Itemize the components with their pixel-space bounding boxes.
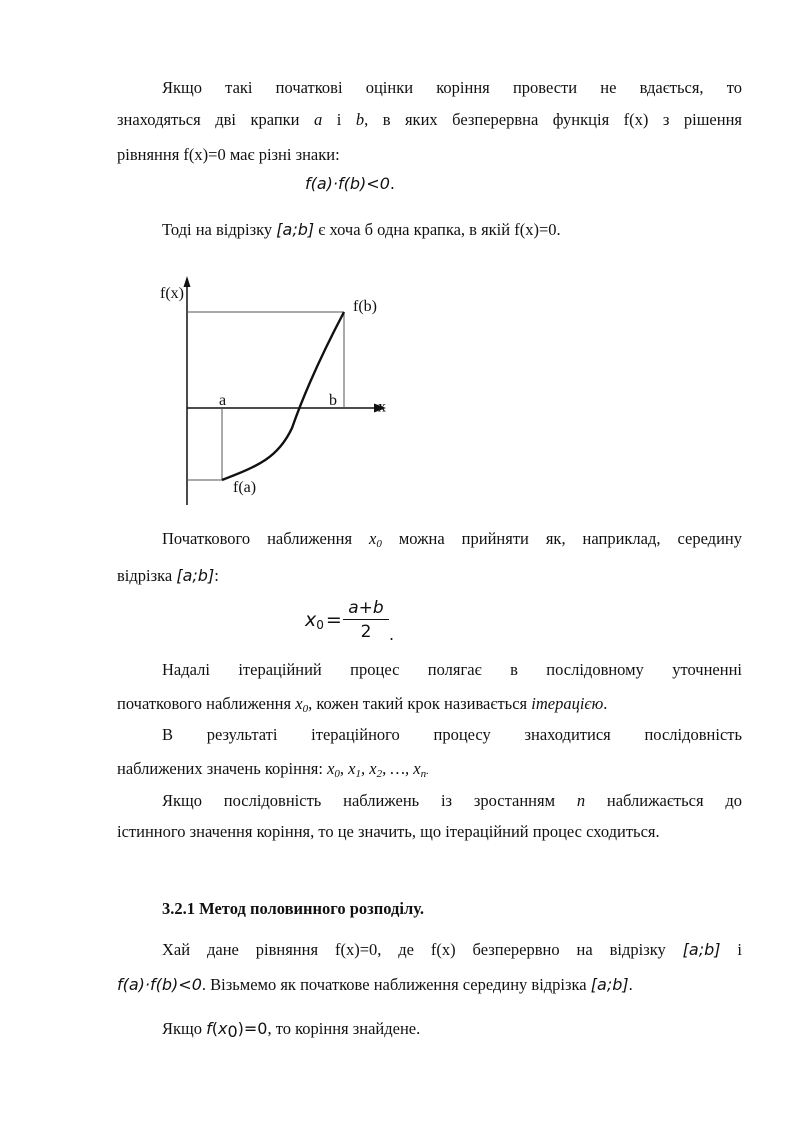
paragraph-3-line-2 bbox=[117, 565, 219, 587]
y-axis-arrow bbox=[184, 276, 191, 287]
paragraph-7-text-1b: і bbox=[720, 940, 742, 959]
paragraph-3-text-2a: відрізка bbox=[117, 566, 177, 585]
formula-period: . bbox=[389, 174, 395, 193]
paragraph-1-text-2b: , в яких безперервна функція f(x) з рішення bbox=[364, 110, 742, 129]
seq-sep: , bbox=[360, 759, 370, 778]
paragraph-7-text-2a: . Візьмемо як початкове наближення середину відрізка bbox=[201, 975, 591, 994]
formula-x: x bbox=[305, 609, 317, 631]
formula-equals-zero: )=0 bbox=[237, 1019, 268, 1038]
interval-ab: [a;b] bbox=[176, 566, 215, 585]
paragraph-5-line-2 bbox=[117, 758, 429, 785]
seq-sep: , …, bbox=[382, 759, 414, 778]
paragraph-2-after: є хоча б одна крапка, в якій f(x)=0. bbox=[314, 220, 561, 239]
fb-label: f(b) bbox=[353, 298, 377, 315]
seq-sub: 1 bbox=[355, 768, 361, 780]
paragraph-2-before: Тоді на відрізку bbox=[162, 220, 277, 239]
formula-paren: ( bbox=[211, 1019, 218, 1038]
seq-x: x bbox=[369, 759, 377, 778]
seq-sep: , bbox=[339, 759, 349, 778]
interval-ab: [a;b] bbox=[276, 220, 315, 239]
interval-ab: [a;b] bbox=[590, 975, 629, 994]
seq-x: x bbox=[413, 759, 421, 778]
sequence-x bbox=[327, 759, 429, 778]
paragraph-8 bbox=[162, 1018, 420, 1043]
fa-label: f(a) bbox=[233, 479, 257, 496]
paragraph-3-text-1b: можна прийняти як, наприклад, середину bbox=[381, 529, 742, 548]
seq-sub: 0 bbox=[334, 768, 340, 780]
var-n: n bbox=[576, 791, 586, 810]
formula-f: f bbox=[206, 1019, 212, 1038]
seq-end: . bbox=[426, 765, 429, 777]
subscript-0: 0 bbox=[376, 538, 382, 550]
conj-i: і bbox=[322, 110, 356, 129]
formula-x: x bbox=[218, 1019, 228, 1038]
paragraph-7-text-1a: Хай дане рівняння f(x)=0, де f(x) безперервно на відрізку bbox=[162, 940, 683, 959]
var-x0 bbox=[369, 529, 382, 548]
paragraph-4-period: . bbox=[603, 694, 608, 713]
paragraph-8-after: , то коріння знайдене. bbox=[267, 1019, 421, 1038]
formula-x-sub: 0 bbox=[316, 618, 324, 632]
seq-x: x bbox=[348, 759, 356, 778]
seq-sub: n bbox=[420, 768, 427, 780]
formula-lhs bbox=[305, 609, 342, 632]
paragraph-3-colon: : bbox=[214, 566, 219, 585]
var-x: x bbox=[369, 529, 377, 548]
subscript-0: 0 bbox=[302, 703, 309, 715]
b-label: b bbox=[329, 392, 337, 409]
paragraph-7-line-2 bbox=[117, 974, 633, 996]
section-heading: 3.2.1 Метод половинного розподілу. bbox=[162, 899, 424, 918]
formula-period: . bbox=[389, 625, 395, 644]
seq-x: x bbox=[327, 759, 335, 778]
paragraph-1-line-3: рівняння f(x)=0 має різні знаки: bbox=[117, 145, 340, 164]
formula-fraction bbox=[343, 597, 389, 644]
paragraph-5-text-1: В результаті ітераційного процесу знаходитися послідовність bbox=[162, 725, 742, 744]
formula-denominator: 2 bbox=[360, 622, 372, 642]
seq-sub: 2 bbox=[376, 768, 383, 780]
paragraph-4-text-2a: початкового наближення bbox=[117, 694, 296, 713]
formula-product-sign: f(a)·f(b)<0 bbox=[117, 975, 202, 994]
paragraph-5-text-2a: наближених значень коріння: bbox=[117, 759, 328, 778]
var-x: x bbox=[295, 694, 303, 713]
paragraph-4-line-1 bbox=[117, 654, 742, 687]
a-label: a bbox=[219, 392, 227, 409]
paragraph-6-text-1b: наближається до bbox=[585, 791, 742, 810]
formula-product-text: f(a)·f(b)<0 bbox=[305, 174, 390, 193]
paragraph-8-before: Якщо bbox=[162, 1019, 207, 1038]
paragraph-4-text-1: Надалі ітераційний процес полягає в послідовному уточненні bbox=[162, 660, 742, 679]
paragraph-4-text-2b: , кожен такий крок називається bbox=[308, 694, 532, 713]
paragraph-7-line-1 bbox=[117, 934, 742, 967]
paragraph-1-text-1: Якщо такі початкові оцінки коріння провести не вдається, то bbox=[162, 78, 742, 97]
paragraph-3-text-1a: Початкового наближення bbox=[162, 529, 370, 548]
paragraph-4-line-2 bbox=[117, 693, 607, 720]
formula-numerator: a+b bbox=[343, 597, 389, 620]
interval-ab: [a;b] bbox=[682, 940, 721, 959]
paragraph-6-line-2: істинного значення коріння, то це значить, що ітераційний процес сходиться. bbox=[117, 822, 660, 841]
paragraph-7-period: . bbox=[628, 975, 633, 994]
paragraph-3-line-1 bbox=[117, 523, 742, 561]
function-curve bbox=[222, 312, 344, 480]
formula-equals: = bbox=[325, 609, 342, 631]
paragraph-6-line-1 bbox=[117, 785, 742, 818]
paragraph-6-text-1a: Якщо послідовність наближень із зростанням bbox=[162, 791, 577, 810]
term-iteration: ітерацією bbox=[531, 694, 604, 713]
formula-sub: 0 bbox=[227, 1022, 238, 1041]
var-x0 bbox=[295, 694, 308, 713]
var-b: b bbox=[355, 110, 365, 129]
paragraph-5-line-1 bbox=[117, 719, 742, 752]
paragraph-1-text-2a: знаходяться дві крапки bbox=[117, 110, 314, 129]
var-a: a bbox=[314, 110, 323, 129]
y-axis-label: f(x) bbox=[160, 285, 184, 302]
x-axis-label: x bbox=[378, 398, 386, 416]
